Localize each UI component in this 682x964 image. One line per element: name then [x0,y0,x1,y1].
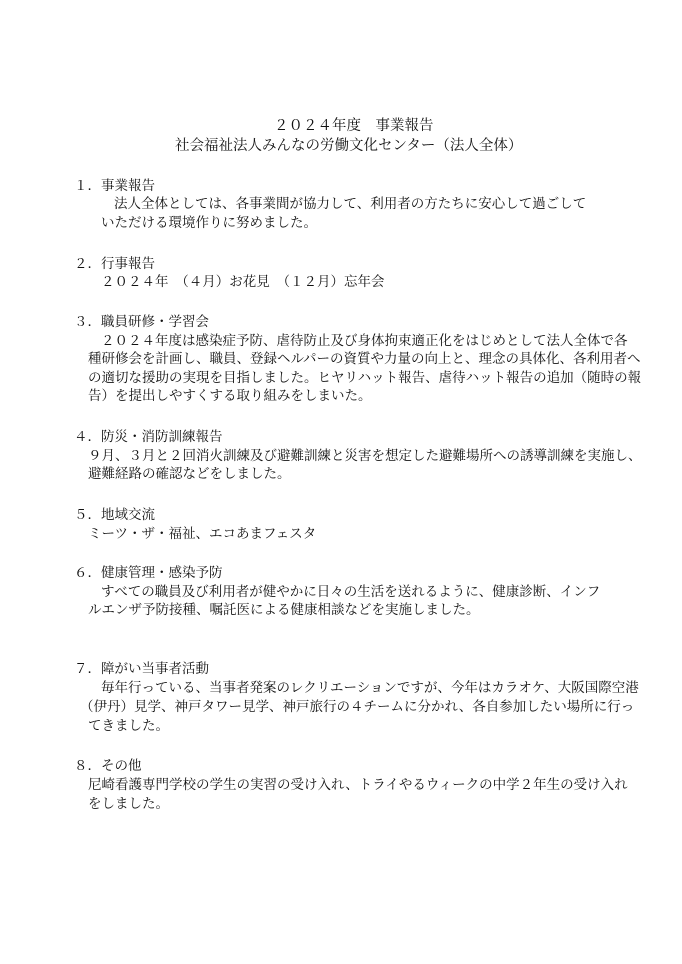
organization-title: 社会福祉法人みんなの労働文化センター（法人全体） [175,138,523,154]
section-3-line-2: 種研修会を計画し、職員、登録ヘルパーの資質や力量の向上と、理念の具体化、各利用者へ [88,351,641,367]
section-heading-7: ７．障がい当事者活動 [74,661,209,677]
section-heading-2: ２．行事報告 [74,256,155,272]
section-3-line-1: ２０２４年度は感染症予防、虐待防止及び身体拘束適正化をはじめとして法人全体で各 [101,333,628,349]
section-heading-1: １．事業報告 [74,178,155,194]
section-heading-6: ６．健康管理・感染予防 [74,565,223,581]
section-heading-4: ４．防災・消防訓練報告 [74,429,223,445]
section-4-line-1: ９月、３月と２回消火訓練及び避難訓練と災害を想定した避難場所への誘導訓練を実施し、 [88,448,642,464]
section-1-line-1: 法人全体としては、各事業間が協力して、利用者の方たちに安心して過ごして [114,196,587,212]
section-6-line-2: ルエンザ予防接種、嘱託医による健康相談などを実施しました。 [88,602,480,618]
section-7-line-3: てきました。 [88,718,169,734]
section-8-line-1: 尼崎看護専門学校の学生の実習の受け入れ、トライやるウィークの中学２年生の受け入れ [88,777,628,793]
section-4-line-2: 避難経路の確認などをしました。 [88,466,291,482]
section-heading-5: ５．地域交流 [74,507,155,523]
section-8-line-2: をしました。 [88,796,169,812]
section-1-line-2: いただける環境作りに努めました。 [101,215,317,231]
section-7-line-2: （伊丹）見学、神戸タワー見学、神戸旅行の４チームに分かれ、各自参加したい場所に行っ [80,699,635,715]
section-2-line-1: ２０２４年 （４月）お花見 （１２月）忘年会 [101,274,385,290]
section-5-line-1: ミーツ・ザ・福祉、エコあまフェスタ [88,526,317,542]
report-title: ２０２４年度 事業報告 [274,118,434,134]
section-6-line-1: すべての職員及び利用者が健やかに日々の生活を送れるように、健康診断、インフ [101,584,601,600]
section-heading-3: ３．職員研修・学習会 [74,314,209,330]
section-heading-8: ８．その他 [74,758,142,774]
section-7-line-1: 毎年行っている、当事者発案のレクリエーションですが、今年はカラオケ、大阪国際空港 [101,680,639,696]
section-3-line-3: の適切な援助の実現を目指しました。ヒヤリハット報告、虐待ハット報告の追加（随時の報 [88,370,642,386]
section-3-line-4: 告）を提出しやすくする取り組みをしまいた。 [88,388,372,404]
